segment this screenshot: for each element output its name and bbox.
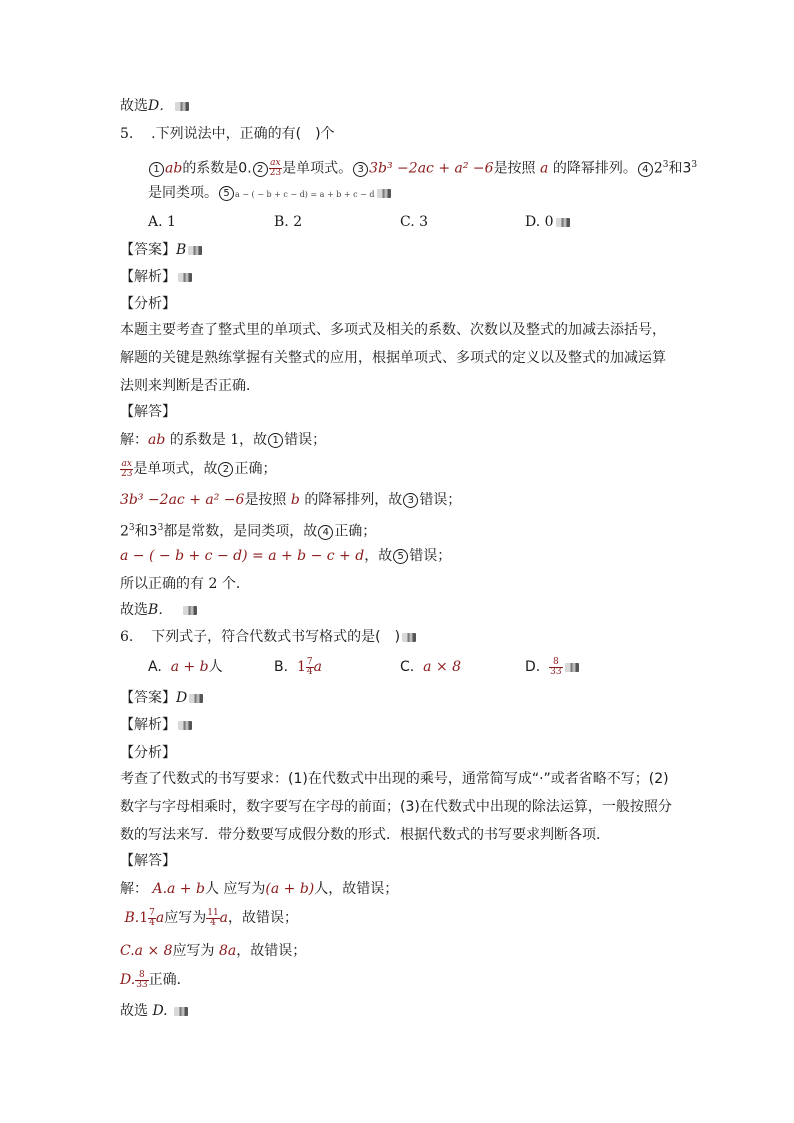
option-d: D. 0 xyxy=(525,212,570,232)
question-5-statements-line2: 是同类项。 5 a − ( − b + c − d) = a + b + c − d xyxy=(148,183,391,205)
image-icon xyxy=(565,663,579,672)
fraction: $\frac{11}{4}$ xyxy=(207,907,219,928)
q6-solution-line3: C.a × 8应写为 8a，故错误； xyxy=(120,943,307,959)
option-d: D. $\frac{8}{33}$ xyxy=(525,657,579,677)
image-icon xyxy=(402,633,416,642)
q6-conclusion: 故选 D. xyxy=(120,1001,188,1021)
question-6-stem: 6. 下列式子，符合代数式书写格式的是( ) xyxy=(120,627,416,647)
q5-answer-row: 【答案】B xyxy=(120,240,202,260)
prev-conclusion: 故选D． xyxy=(120,96,189,116)
q6-jieda-tag: 【解答】 xyxy=(120,853,176,869)
q5-analysis-tag: 【解析】 xyxy=(120,267,192,287)
q5-solution-line6: 所以正确的有 2 个． xyxy=(120,576,250,592)
q6-solution-line2: B.1 $\frac{7}{4}$ a应写为 $\frac{11}{4}$ a，故错误； xyxy=(124,907,299,928)
option-b: B. 2 xyxy=(274,214,303,230)
fraction: $\frac{7}{4}$ xyxy=(149,907,155,928)
q5-solution-line4: $2^3$和$3^3$都是常数，是同类项，故 4 正确； xyxy=(120,523,377,540)
image-icon xyxy=(178,721,192,730)
fraction: $\frac{ax}{23}$ xyxy=(121,458,133,479)
fraction: $\frac{7}{4}$ xyxy=(306,656,313,677)
image-icon xyxy=(175,102,189,111)
q5-fenxi-tag: 【分析】 xyxy=(120,296,176,312)
image-icon xyxy=(174,1007,188,1016)
q5-solution-line1: 解：ab 的系数是 1，故 1 错误； xyxy=(120,432,327,448)
q5-solution-line3: 3b³ −2ac + a² −6是按照 b 的降幂排列，故 3 错误； xyxy=(120,492,462,508)
q5-conclusion: 故选B． xyxy=(120,600,197,620)
q6-solution-line1: 解： A.a + b人 应写为(a + b)人，故错误； xyxy=(120,881,399,897)
option-a: A. a + b人 xyxy=(148,659,223,675)
q5-fenxi-text: 本题主要考查了整式里的单项式、多项式及相关的系数、次数以及整式的加减去添括号，解题的关键是熟练掌握有关整式的应用，根据单项式、多项式的定义以及整式的加减运算法则来判断是否正确． xyxy=(120,322,666,394)
image-icon xyxy=(556,218,570,227)
q6-fenxi-text: 考查了代数式的书写要求：(1)在代数式中出现的乘号，通常简写成“·”或者省略不写；(2)数字与字母相乘时，数字要写在字母的前面；(3)在代数式中出现的除法运算，一般按照分数的写法来写．带分数要写成假分数的形式．根据代数式的书写要求判断各项． xyxy=(120,771,672,843)
question-6-options xyxy=(148,657,668,679)
question-5-stem: 5. .下列说法中，正确的有( )个 xyxy=(120,126,335,142)
image-icon xyxy=(377,189,391,198)
option-a: A. 1 xyxy=(148,214,176,230)
fraction: $\frac{8}{33}$ xyxy=(136,969,148,990)
image-icon xyxy=(183,606,197,615)
option-c: C. a × 8 xyxy=(400,659,462,675)
question-5-statements-line1: 1 ab的系数是0. 2 $\frac{ax}{23}$ 是单项式。 3 3b³ −2ac + a² −6是按照 a 的降幂排列。 4 $2^3$和$3^3$ xyxy=(148,155,697,179)
fraction: $\frac{ax}{23}$ xyxy=(269,158,282,179)
fraction: $\frac{8}{33}$ xyxy=(550,656,562,677)
q5-jieda-tag: 【解答】 xyxy=(120,404,176,420)
image-icon xyxy=(178,273,192,282)
q6-answer-row: 【答案】D xyxy=(120,688,203,708)
option-b: B. 1 $\frac{7}{4}$ a xyxy=(274,656,322,677)
q6-fenxi-tag: 【分析】 xyxy=(120,745,176,761)
q6-solution-line4: D. $\frac{8}{33}$ 正确． xyxy=(120,969,191,990)
option-c: C. 3 xyxy=(400,214,429,230)
q5-solution-line5: a − ( − b + c − d) = a + b − c + d，故 5 错误； xyxy=(120,548,452,564)
image-icon xyxy=(189,694,203,703)
q6-analysis-tag: 【解析】 xyxy=(120,715,192,735)
question-5-options xyxy=(148,212,668,232)
image-icon xyxy=(188,246,202,255)
q5-solution-line2: $\frac{ax}{23}$ 是单项式，故 2 正确； xyxy=(121,458,277,479)
